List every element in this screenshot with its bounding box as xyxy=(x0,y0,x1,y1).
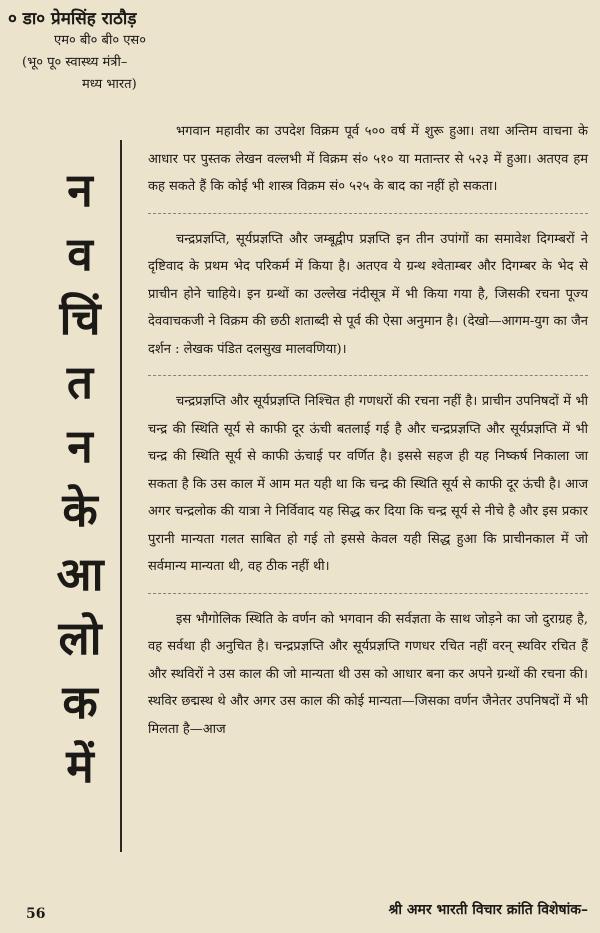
author-region: मध्य भारत) xyxy=(82,77,137,92)
paragraph: भगवान महावीर का उपदेश विक्रम पूर्व ५०० वर्ष में शुरू हुआ। तथा अन्तिम वाचना के आधार पर पुस्तक लेखन वल्लभी में विक्रम सं० ५१० या मतान्तर से ५२३ में हुआ। अतएव हम कह सकते हैं कि कोई भी शास्त्र विक्रम सं० ५२५ के बाद का नहीं हो सकता। xyxy=(148,124,588,194)
section-divider xyxy=(148,593,588,594)
vertical-title xyxy=(50,158,110,798)
author-ex-minister: (भू० पू० स्वास्थ्य मंत्री– xyxy=(22,55,128,70)
title-char: न xyxy=(67,419,93,473)
author-block xyxy=(8,8,248,96)
title-char: व xyxy=(67,227,93,281)
title-char: क xyxy=(62,675,98,729)
article-body xyxy=(148,118,588,743)
paragraph: चन्द्रप्रज्ञप्ति, सूर्यप्रज्ञप्ति और जम्बूद्वीप प्रज्ञप्ति इन तीन उपांगों का समावेश दिगम्बरों ने दृष्टिवाद के प्रथम भेद परिकर्म में किया है। अतएव ये ग्रन्थ श्वेताम्बर और दिगम्बर के भेद से प्राचीन होने चाहिये। इन ग्रन्थों का उल्लेख नंदीसूत्र में भी किया गया है, जिसकी रचना पूज्य देववाचकजी ने विक्रम की छठी शताब्दी से पूर्व की ऐसा अनुमान है। (देखो—आगम-युग का जैन दर्शन : लेखक पंडित दलसुख मालवणिया)। xyxy=(148,231,588,357)
title-char: लो xyxy=(58,611,102,665)
title-char: आ xyxy=(56,547,104,601)
section-divider xyxy=(148,213,588,214)
author-name: ० डा० प्रेमसिंह राठौड़ xyxy=(8,9,137,29)
vertical-divider xyxy=(120,140,122,852)
page-number: 56 xyxy=(26,906,46,922)
title-char: न xyxy=(67,163,93,217)
section-divider xyxy=(148,375,588,376)
title-char: चिं xyxy=(59,291,101,345)
paragraph: इस भौगोलिक स्थिति के वर्णन को भगवान की सर्वज्ञता के साथ जोड़ने का जो दुराग्रह है, वह सर्वथा ही अनुचित है। चन्द्रप्रज्ञप्ति और सूर्यप्रज्ञप्ति गणधर रचित नहीं वरन् स्थविर रचित हैं और स्थविरों ने उस काल की जो मान्यता थी उस को आधार बना कर अपने ग्रन्थों की रचना की। स्थविर छद्मस्थ थे और अगर उस काल की कोई मान्यता—जिसका वर्णन जैनेतर उपनिषदों में भी मिलता है—आज xyxy=(148,611,588,737)
title-char: में xyxy=(66,739,94,793)
title-char: त xyxy=(66,355,94,409)
paragraph: चन्द्रप्रज्ञप्ति और सूर्यप्रज्ञप्ति निश्चित ही गणधरों की रचना नहीं है। प्राचीन उपनिषदों में भी चन्द्र की स्थिति सूर्य से काफी दूर ऊंची बतलाई गई है और चन्द्रप्रज्ञप्ति और सूर्यप्रज्ञप्ति में भी चन्द्र की स्थिति सूर्य से काफी ऊंचाई पर वर्णित है। इससे सहज ही यह निष्कर्ष निकाला जा सकता है कि उस काल में आम मत यही था कि चन्द्र की स्थिति सूर्य से काफी दूर ऊंची है। आज अगर चन्द्रलोक की यात्रा ने निर्विवाद यह सिद्ध कर दिया कि चन्द्र सूर्य से नीचे है और इस प्रकार पुरानी मान्यता गलत साबित हो गई तो इससे केवल यही सिद्ध हुआ कि प्राचीनकाल में जो सर्वमान्य मान्यता थी, वह ठीक नहीं थी। xyxy=(148,394,588,574)
publication-title: श्री अमर भारती विचार क्रांति विशेषांक– xyxy=(388,902,588,918)
author-degree: एम० बी० बी० एस० xyxy=(54,33,146,48)
title-char: के xyxy=(62,483,98,537)
